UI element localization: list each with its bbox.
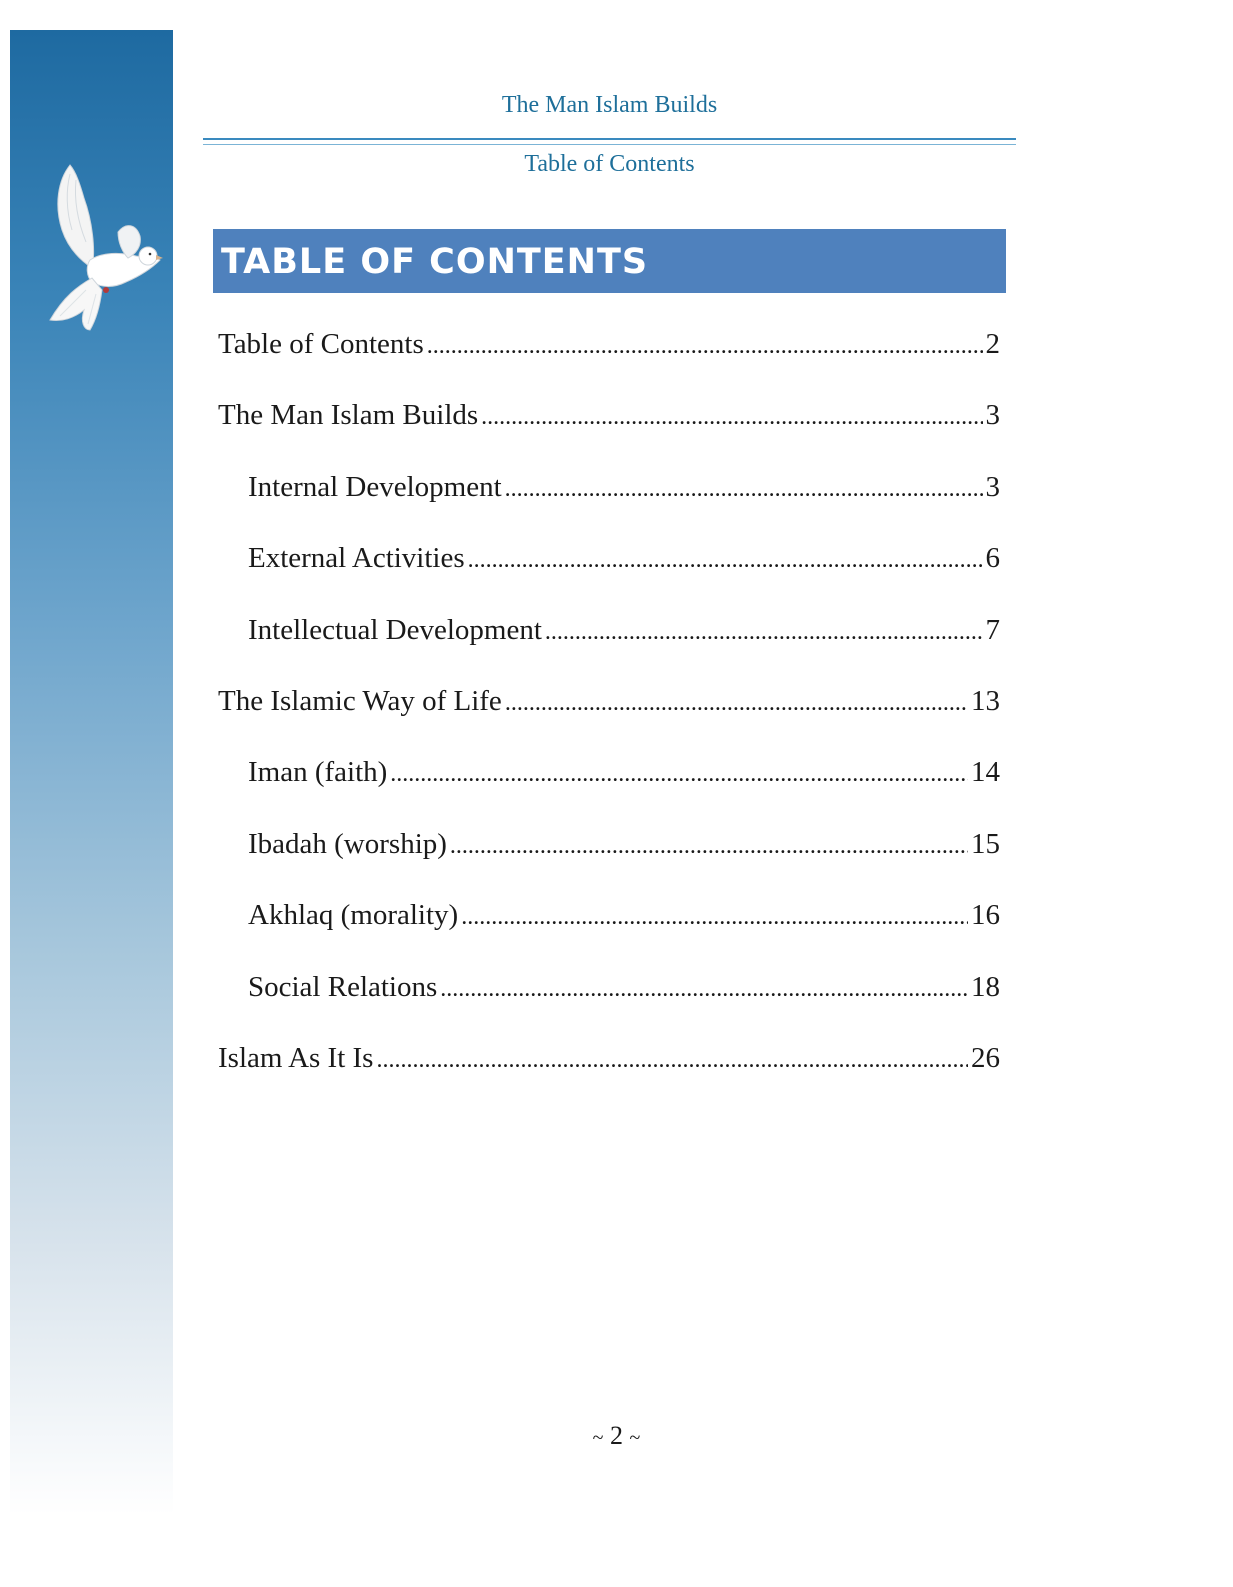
page-number-deco-left: ~ <box>592 1427 604 1449</box>
toc-dot-leader <box>427 324 983 368</box>
toc-dot-leader <box>390 752 968 796</box>
toc-dot-leader <box>461 895 968 939</box>
toc-entry[interactable] <box>218 465 1000 536</box>
toc-entry[interactable] <box>218 893 1000 964</box>
toc-entry-label: The Islamic Way of Life <box>218 684 502 717</box>
toc-entry-label: Akhlaq (morality) <box>248 899 459 932</box>
toc-entry[interactable] <box>218 608 1000 679</box>
decorative-side-band <box>10 30 173 1515</box>
toc-entry[interactable] <box>218 965 1000 1036</box>
toc-entry[interactable] <box>218 536 1000 607</box>
toc-entry[interactable] <box>218 322 1000 393</box>
toc-entry-label: Ibadah (worship) <box>248 827 447 860</box>
page-number-value: 2 <box>610 1421 623 1450</box>
toc-entry-page: 13 <box>971 684 1000 717</box>
toc-entry-page: 18 <box>971 970 1000 1003</box>
toc-dot-leader <box>505 467 983 511</box>
toc-entry-label: Intellectual Development <box>248 613 542 646</box>
toc-entry-label: External Activities <box>248 542 465 575</box>
toc-dot-leader <box>481 395 982 439</box>
header-rule-thin <box>203 144 1016 145</box>
toc-entry[interactable] <box>218 750 1000 821</box>
toc-entry-label: Iman (faith) <box>248 756 388 789</box>
toc-dot-leader <box>468 538 983 582</box>
page-number-deco-right: ~ <box>629 1427 641 1449</box>
toc-entry-label: The Man Islam Builds <box>218 399 479 432</box>
toc-entry-page: 7 <box>985 613 1000 646</box>
toc-heading-banner <box>213 229 1006 293</box>
toc-entry-page: 15 <box>971 827 1000 860</box>
page-number <box>0 1421 1233 1451</box>
toc-entry-page: 16 <box>971 899 1000 932</box>
toc-entry[interactable] <box>218 822 1000 893</box>
toc-entry-label: Table of Contents <box>218 328 424 360</box>
toc-dot-leader <box>376 1038 968 1082</box>
dove-icon <box>40 160 165 335</box>
running-header-section: Table of Contents <box>524 151 695 177</box>
toc-dot-leader <box>545 610 983 654</box>
toc-dot-leader <box>450 824 968 868</box>
toc-entry-label: Internal Development <box>248 470 502 503</box>
header-rule <box>203 138 1016 140</box>
toc-entry[interactable] <box>218 393 1000 464</box>
toc-entry-page: 3 <box>985 399 1000 432</box>
toc-entry[interactable] <box>218 1036 1000 1107</box>
toc-entry[interactable] <box>218 679 1000 750</box>
toc-entry-page: 3 <box>985 470 1000 503</box>
toc-entry-label: Islam As It Is <box>218 1041 374 1074</box>
table-of-contents <box>218 322 1000 1107</box>
toc-dot-leader <box>440 967 968 1011</box>
toc-heading: TABLE OF CONTENTS <box>221 242 649 282</box>
toc-entry-page: 14 <box>971 756 1000 789</box>
toc-entry-page: 2 <box>985 328 1000 360</box>
running-header-title: The Man Islam Builds <box>501 92 718 118</box>
toc-entry-label: Social Relations <box>248 970 438 1003</box>
toc-entry-page: 26 <box>971 1041 1000 1074</box>
toc-entry-page: 6 <box>985 542 1000 575</box>
toc-dot-leader <box>505 681 968 725</box>
